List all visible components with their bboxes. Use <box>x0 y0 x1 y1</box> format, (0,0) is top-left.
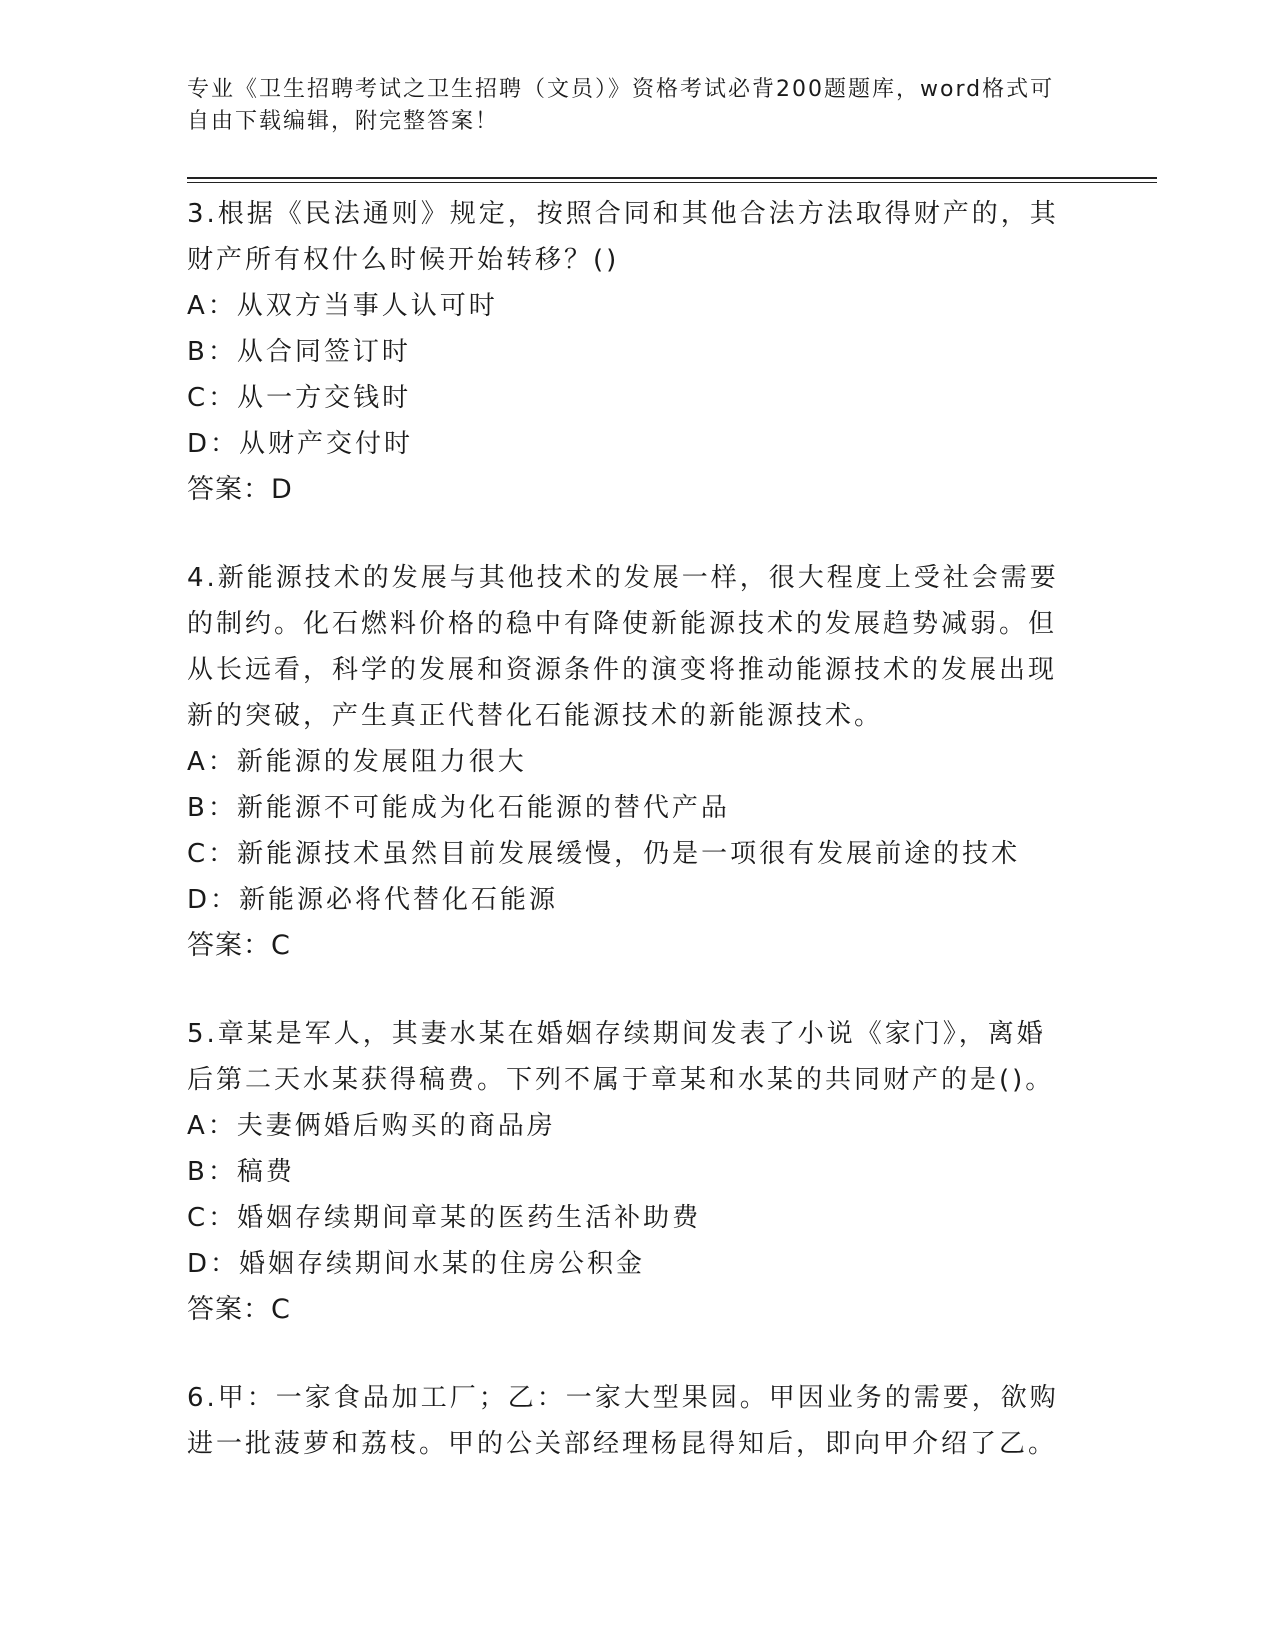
question-text: 4.新能源技术的发展与其他技术的发展一样，很大程度上受社会需要的制约。化石燃料价格的稳中有降使新能源技术的发展趋势减弱。但从长远看，科学的发展和资源条件的演变将推动能源技术的发展出现新的突破，产生真正代替化石能源技术的新能源技术。 <box>187 563 1059 731</box>
option-b: B：新能源不可能成为化石能源的替代产品 <box>187 793 730 823</box>
document-header: 专业《卫生招聘考试之卫生招聘（文员）》资格考试必背200题题库，word格式可自由下载编辑，附完整答案！ <box>187 77 1055 134</box>
question-text: 6.甲：一家食品加工厂；乙：一家大型果园。甲因业务的需要，欲购进一批菠萝和荔枝。甲的公关部经理杨昆得知后，即向甲介绍了乙。 <box>187 1383 1059 1459</box>
option-c: C：从一方交钱时 <box>187 383 412 413</box>
question-5 <box>187 1011 1067 1333</box>
question-3 <box>187 191 1067 513</box>
option-b: B：从合同签订时 <box>187 337 411 367</box>
option-c: C：婚姻存续期间章某的医药生活补助费 <box>187 1203 702 1233</box>
spacer <box>187 513 1067 555</box>
option-b: B：稿费 <box>187 1157 295 1187</box>
question-text: 3.根据《民法通则》规定，按照合同和其他合法方法取得财产的，其财产所有权什么时候开始转移？() <box>187 199 1059 275</box>
header-divider <box>187 177 1157 179</box>
answer: 答案：D <box>187 474 293 505</box>
option-c: C：新能源技术虽然目前发展缓慢，仍是一项很有发展前途的技术 <box>187 839 1021 869</box>
answer: 答案：C <box>187 930 291 961</box>
option-d: D：婚姻存续期间水某的住房公积金 <box>187 1249 646 1279</box>
header-divider-thin <box>187 182 1157 183</box>
spacer <box>187 1333 1067 1375</box>
option-d: D：新能源必将代替化石能源 <box>187 885 559 915</box>
spacer <box>187 969 1067 1011</box>
question-list <box>187 191 1067 1467</box>
option-a: A：从双方当事人认可时 <box>187 291 498 321</box>
question-text: 5.章某是军人，其妻水某在婚姻存续期间发表了小说《家门》，离婚后第二天水某获得稿费。下列不属于章某和水某的共同财产的是()。 <box>187 1019 1055 1095</box>
option-a: A：夫妻俩婚后购买的商品房 <box>187 1111 556 1141</box>
option-d: D：从财产交付时 <box>187 429 414 459</box>
option-a: A：新能源的发展阻力很大 <box>187 747 527 777</box>
question-4 <box>187 555 1067 969</box>
answer: 答案：C <box>187 1294 291 1325</box>
question-6 <box>187 1375 1067 1467</box>
